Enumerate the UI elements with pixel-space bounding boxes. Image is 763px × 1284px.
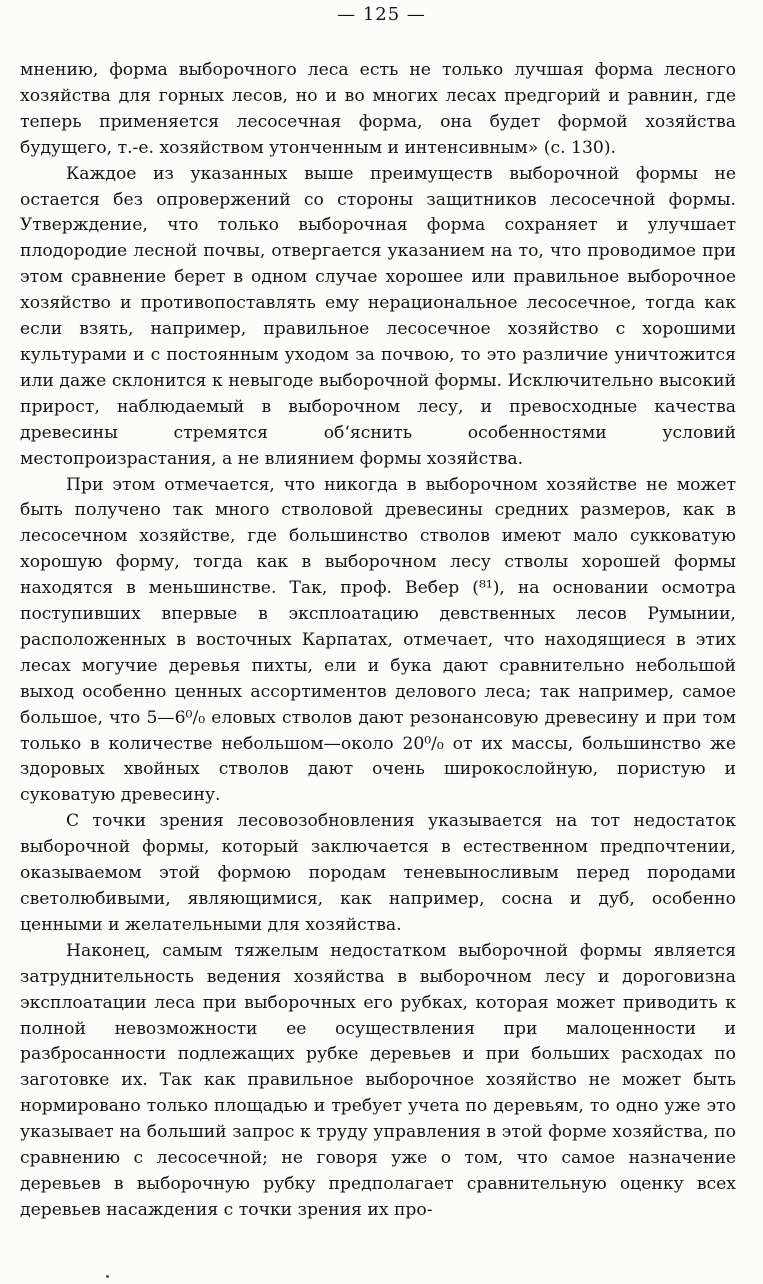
paragraph-3: При этом отмечается, что никогда в выборочном хозяйстве не может быть получено так много стволовой древесины средних размеров, как в лесосечном хозяйстве, где большинство стволов имеют мало сукковатую хорошую форму, тогда как в выборочном лесу стволы хорошей формы находятся в меньшинстве. Так, проф. Вебер (⁸¹), на основании осмотра поступивших впервые в эксплоатацию девственных лесов Румынии, расположенных в восточных Карпатах, отмечает, что находящиеся в этих лесах могучие деревья пихты, ели и бука дают сравнительно небольшой выход особенно ценных ассортиментов делового леса; так например, самое большое, что 5—6⁰/₀ еловых стволов дают резонансовую древесину и при том только в количестве небольшом—около 20⁰/₀ от их массы, большинство же здоровых хвойных стволов дают очень широкослойную, пористую и суковатую древесину. [20, 474, 736, 806]
paragraph-1: мнению, форма выборочного леса есть не только лучшая форма лесного хозяйства для горных лесов, но и во многих лесах предгорий и равнин, где теперь применяется лесосечная форма, она будет формой хозяйства будущего, т.-е. хозяйством утонченным и интенсивным» (с. 130). [20, 60, 736, 158]
paragraph-2: Каждое из указанных выше преимуществ выборочной формы не остается без опровержений со стороны защитников лесосечной формы. Утверждение, что только выборочная форма сохраняет и улучшает плодородие лесной почвы, отвергается указанием на то, что проводимое при этом сравнение берет в одном случае хорошее или правильное выборочное хозяйство и противопоставлять ему нерациональное лесосечное, тогда как если взять, например, правильное лесосечное хозяйство с хорошими культурами и с постоянным уходом за почвою, то это различие уничтожится или даже склонится к невыгоде выборочной формы. Исключительно высокий прирост, наблюдаемый в выборочном лесу, и превосходные качества древесины стремятся об‘яснить особенностями условий местопроизрастания, а не влиянием формы хозяйства. [20, 163, 736, 469]
body-text [20, 58, 736, 1224]
print-speck [106, 1275, 109, 1278]
paragraph-5: Наконец, самым тяжелым недостатком выборочной формы является затруднительность ведения хозяйства в выборочном лесу и дороговизна эксплоатации леса при выборочных его рубках, которая может приводить к полной невозможности ее осуществления при малоценности и разбросанности подлежащих рубке деревьев и при больших расходах по заготовке их. Так как правильное выборочное хозяйство не может быть нормировано только площадью и требует учета по деревьям, то одно уже это указывает на больший запрос к труду управления в этой форме хозяйства, по сравнению с лесосечной; не говоря уже о том, что самое назначение деревьев в выборочную рубку предполагает сравнительную оценку всех деревьев насаждения с точки зрения их про- [20, 940, 736, 1220]
page-number: — 125 — [337, 4, 426, 25]
paragraph-4: С точки зрения лесовозобновления указывается на тот недостаток выборочной формы, который заключается в естественном предпочтении, оказываемом этой формою породам теневыносливым перед породами светолюбивыми, являющимися, как например, сосна и дуб, особенно ценными и желательными для хозяйства. [20, 811, 736, 935]
